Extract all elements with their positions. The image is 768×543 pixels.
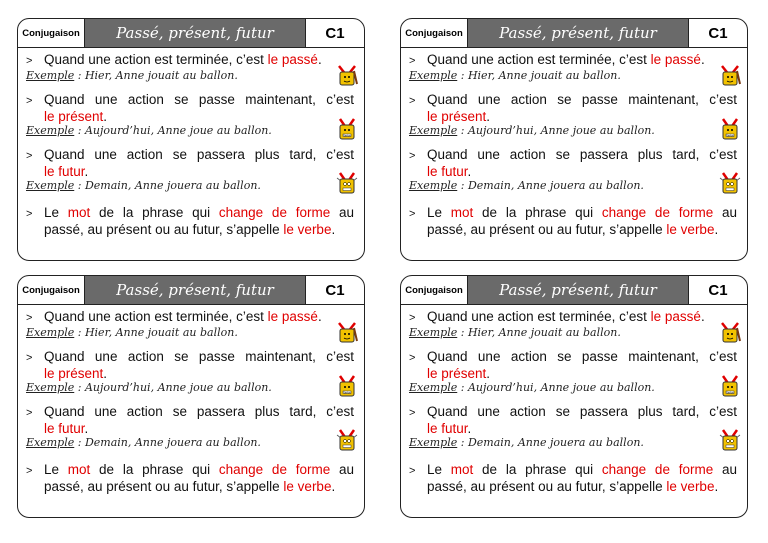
keyword-verbe: le verbe [283,222,332,237]
bullet-icon: > [26,407,33,419]
bullet-icon: > [409,465,416,477]
verb-mascot-future-icon [336,170,358,196]
card-header [401,276,747,305]
keyword-present: le présent [44,366,104,381]
verb-mascot-future-icon [719,170,741,196]
verb-rule: > Le mot de la phrase qui change de forme au [26,462,354,477]
verb-mascot-past-icon [336,62,358,88]
past-rule: > Quand une action est terminée, c’est le passé. [409,52,705,67]
past-rule: > Quand une action est terminée, c’est le passé. [409,309,705,324]
keyword-mot: mot [450,462,474,477]
subject-label: Conjugaison [401,19,468,47]
subject-label: Conjugaison [18,19,85,47]
keyword-verbe: le verbe [666,222,715,237]
future-rule: > Quand une action se passera plus tard, c’est [409,404,737,419]
past-example: Exemple : Hier, Anne jouait au ballon. [409,69,621,82]
present-example: Exemple : Aujourd’hui, Anne joue au ballon. [409,381,655,394]
present-rule: > Quand une action se passe maintenant, c’est [26,349,354,364]
keyword-verbe: le verbe [666,479,715,494]
keyword-past: le passé [267,309,318,324]
past-example: Exemple : Hier, Anne jouait au ballon. [26,326,238,339]
keyword-mot: mot [67,205,91,220]
past-rule: > Quand une action est terminée, c’est le passé. [26,309,322,324]
keyword-change: change de forme [218,205,331,220]
bullet-icon: > [409,208,416,220]
verb-rule: > Le mot de la phrase qui change de forme au [26,205,354,220]
card-title: Passé, présent, futur [468,276,688,304]
present-rule: > Quand une action se passe maintenant, c’est [409,92,737,107]
verb-mascot-present-icon [719,116,741,142]
future-example: Exemple : Demain, Anne jouera au ballon. [409,436,644,449]
present-rule: > Quand une action se passe maintenant, c’est [409,349,737,364]
verb-rule: > Le mot de la phrase qui change de forme au [409,205,737,220]
past-rule: > Quand une action est terminée, c’est le passé. [26,52,322,67]
bullet-icon: > [409,312,416,324]
keyword-change: change de forme [601,205,714,220]
card-code: C1 [305,276,364,304]
present-example: Exemple : Aujourd’hui, Anne joue au ballon. [26,381,272,394]
keyword-future: le futur [427,421,468,436]
bullet-icon: > [26,208,33,220]
card-body: > Quand une action est terminée, c’est le passé. Exemple : Hier, Anne jouait au ballon. > Quand une action se passe maintenant, c’est le présent. Exemple : Aujourd’hui, Anne joue au ballon. > Quand une action se passera plus tard, c’est le futur. Exemple : Demain, Anne jouera au ballon. > Le mot de la phrase qui change de forme au passé, au présent ou au futur, s’appelle le verbe. Verbe [18,48,364,237]
keyword-mot: mot [67,462,91,477]
verb-mascot-past-icon [719,319,741,345]
lesson-card [400,18,748,261]
keyword-change: change de forme [218,462,331,477]
bullet-icon: > [409,352,416,364]
subject-label: Conjugaison [18,276,85,304]
card-header [18,276,364,305]
svg-text:Verbe: Verbe [343,134,351,138]
card-body: > Quand une action est terminée, c’est le passé. Exemple : Hier, Anne jouait au ballon. > Quand une action se passe maintenant, c’est le présent. Exemple : Aujourd’hui, Anne joue au ballon. > Quand une action se passera plus tard, c’est le futur. Exemple : Demain, Anne jouera au ballon. > Le mot de la phrase qui change de forme au passé, au présent ou au futur, s’appelle le verbe. Verbe [18,305,364,494]
svg-text:Verbe: Verbe [726,134,734,138]
keyword-future: le futur [427,164,468,179]
keyword-future: le futur [44,421,85,436]
keyword-past: le passé [267,52,318,67]
bullet-icon: > [409,407,416,419]
card-header [401,19,747,48]
verb-mascot-past-icon [719,62,741,88]
bullet-icon: > [409,55,416,67]
verb-mascot-present-icon [336,116,358,142]
keyword-present: le présent [427,109,487,124]
card-title: Passé, présent, futur [85,276,305,304]
present-rule: > Quand une action se passe maintenant, c’est [26,92,354,107]
card-body: > Quand une action est terminée, c’est le passé. Exemple : Hier, Anne jouait au ballon. > Quand une action se passe maintenant, c’est le présent. Exemple : Aujourd’hui, Anne joue au ballon. > Quand une action se passera plus tard, c’est le futur. Exemple : Demain, Anne jouera au ballon. > Le mot de la phrase qui change de forme au passé, au présent ou au futur, s’appelle le verbe. Verbe [401,305,747,494]
verb-mascot-past-icon [336,319,358,345]
bullet-icon: > [26,465,33,477]
bullet-icon: > [409,95,416,107]
verb-mascot-future-icon [719,427,741,453]
bullet-icon: > [26,312,33,324]
svg-text:Verbe: Verbe [343,391,351,395]
keyword-past: le passé [650,309,701,324]
subject-label: Conjugaison [401,276,468,304]
bullet-icon: > [26,150,33,162]
keyword-past: le passé [650,52,701,67]
future-rule: > Quand une action se passera plus tard, c’est [26,404,354,419]
keyword-present: le présent [44,109,104,124]
keyword-change: change de forme [601,462,714,477]
bullet-icon: > [409,150,416,162]
verb-mascot-present-icon [336,373,358,399]
verb-mascot-present-icon [719,373,741,399]
verb-mascot-future-icon [336,427,358,453]
future-example: Exemple : Demain, Anne jouera au ballon. [26,179,261,192]
bullet-icon: > [26,352,33,364]
keyword-present: le présent [427,366,487,381]
bullet-icon: > [26,55,33,67]
card-title: Passé, présent, futur [85,19,305,47]
lesson-card [17,18,365,261]
svg-text:Verbe: Verbe [726,391,734,395]
keyword-future: le futur [44,164,85,179]
future-rule: > Quand une action se passera plus tard, c’est [409,147,737,162]
card-title: Passé, présent, futur [468,19,688,47]
future-example: Exemple : Demain, Anne jouera au ballon. [409,179,644,192]
future-rule: > Quand une action se passera plus tard, c’est [26,147,354,162]
card-code: C1 [688,19,747,47]
card-code: C1 [688,276,747,304]
card-body: > Quand une action est terminée, c’est le passé. Exemple : Hier, Anne jouait au ballon. > Quand une action se passe maintenant, c’est le présent. Exemple : Aujourd’hui, Anne joue au ballon. > Quand une action se passera plus tard, c’est le futur. Exemple : Demain, Anne jouera au ballon. > Le mot de la phrase qui change de forme au passé, au présent ou au futur, s’appelle le verbe. Verbe [401,48,747,237]
present-example: Exemple : Aujourd’hui, Anne joue au ballon. [409,124,655,137]
lesson-card [17,275,365,518]
past-example: Exemple : Hier, Anne jouait au ballon. [409,326,621,339]
keyword-mot: mot [450,205,474,220]
lesson-card [400,275,748,518]
card-header [18,19,364,48]
bullet-icon: > [26,95,33,107]
keyword-verbe: le verbe [283,479,332,494]
verb-rule: > Le mot de la phrase qui change de forme au [409,462,737,477]
past-example: Exemple : Hier, Anne jouait au ballon. [26,69,238,82]
present-example: Exemple : Aujourd’hui, Anne joue au ballon. [26,124,272,137]
future-example: Exemple : Demain, Anne jouera au ballon. [26,436,261,449]
card-code: C1 [305,19,364,47]
